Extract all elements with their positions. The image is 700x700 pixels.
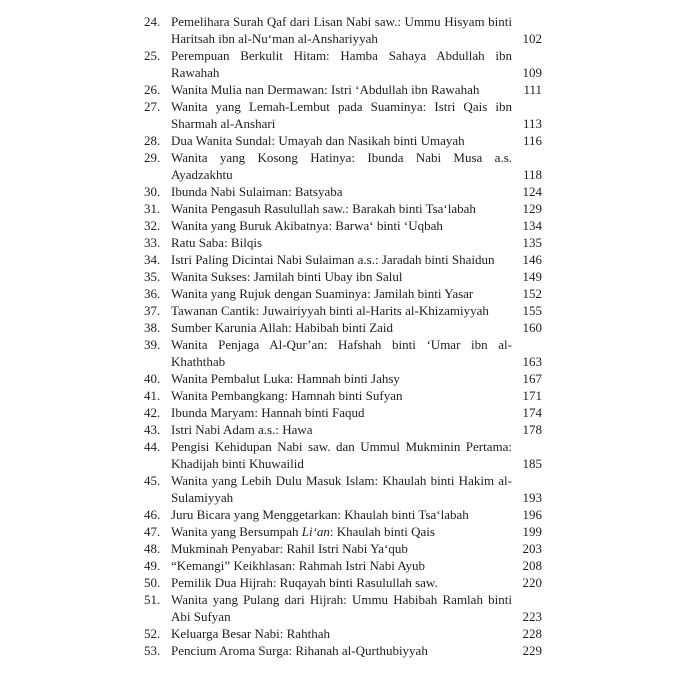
toc-entry-number: 24. [144, 14, 161, 29]
toc-entry [144, 438, 542, 472]
toc-entry-page-number: 146 [522, 252, 542, 267]
toc-entry-number: 29. [144, 150, 161, 165]
toc-entry-title: Pemelihara Surah Qaf dari Lisan Nabi saw.: Ummu Hisyam binti Haritsah ibn al-Nu‘man al-Anshariyyah [171, 14, 512, 46]
toc-entry-title: Ibunda Maryam: Hannah binti Faqud [171, 405, 365, 420]
table-of-contents [144, 13, 542, 659]
toc-entry-title: Sumber Karunia Allah: Habibah binti Zaid [171, 320, 394, 335]
toc-entry-title: Pencium Aroma Surga: Rihanah al-Qurthubiyyah [171, 643, 428, 658]
toc-entry-page-number: 178 [522, 422, 542, 437]
toc-entry-page-number: 124 [522, 184, 542, 199]
toc-entry-page-number: 116 [522, 133, 542, 148]
toc-entry [144, 302, 542, 319]
toc-entry-page-number: 171 [522, 388, 542, 403]
toc-entry [144, 319, 542, 336]
toc-entry-number: 36. [144, 286, 161, 301]
toc-entry-title: Wanita Penjaga Al-Qur’an: Hafshah binti ‘Umar ibn al-Khaththab [171, 337, 512, 369]
toc-entry-page-number: 118 [522, 167, 542, 182]
toc-entry [144, 183, 542, 200]
toc-entry-page-number: 208 [522, 558, 542, 573]
toc-entry [144, 285, 542, 302]
toc-entry-number: 53. [144, 643, 161, 658]
toc-entry-title: Wanita yang Lemah-Lembut pada Suaminya: Istri Qais ibn Sharmah al-Anshari [171, 99, 512, 131]
toc-entry-page-number: 167 [522, 371, 542, 386]
toc-entry-title: Wanita Pembalut Luka: Hamnah binti Jahsy [171, 371, 400, 386]
toc-entry-title: Keluarga Besar Nabi: Rahthah [171, 626, 330, 641]
toc-entry-title: Wanita Pembangkang: Hamnah binti Sufyan [171, 388, 403, 403]
toc-entry-title: “Kemangi” Keikhlasan: Rahmah Istri Nabi Ayub [171, 558, 426, 573]
toc-entry-number: 37. [144, 303, 161, 318]
toc-entry-page-number: 199 [522, 524, 542, 539]
toc-entry [144, 387, 542, 404]
toc-entry-page-number: 203 [522, 541, 542, 556]
toc-entry-title: Pemilik Dua Hijrah: Ruqayah binti Rasulullah saw. [171, 575, 438, 590]
toc-entry-page-number: 152 [522, 286, 542, 301]
toc-entry-page-number: 228 [522, 626, 542, 641]
toc-entry-number: 25. [144, 48, 161, 63]
toc-entry-number: 39. [144, 337, 161, 352]
toc-entry-title: Juru Bicara yang Menggetarkan: Khaulah binti Tsa‘labah [171, 507, 469, 522]
toc-entry-title: Wanita Pengasuh Rasulullah saw.: Barakah binti Tsa‘labah [171, 201, 476, 216]
toc-entry-title: Mukminah Penyabar: Rahil Istri Nabi Ya‘qub [171, 541, 408, 556]
toc-entry [144, 591, 542, 625]
toc-entry-number: 47. [144, 524, 161, 539]
toc-entry-page-number: 223 [522, 609, 542, 624]
toc-entry [144, 642, 542, 659]
toc-entry-page-number: 129 [522, 201, 542, 216]
toc-entry-number: 40. [144, 371, 161, 386]
toc-entry [144, 370, 542, 387]
toc-entry-title: Wanita yang Buruk Akibatnya: Barwa‘ binti ‘Uqbah [171, 218, 443, 233]
toc-entry-number: 41. [144, 388, 161, 403]
toc-entry-title: Wanita yang Rujuk dengan Suaminya: Jamilah binti Yasar [171, 286, 474, 301]
toc-entry-number: 45. [144, 473, 161, 488]
toc-entry-page-number: 185 [522, 456, 542, 471]
toc-entry [144, 132, 542, 149]
toc-entry-title: Pengisi Kehidupan Nabi saw. dan Ummul Mukminin Pertama: Khadijah binti Khuwailid [171, 439, 512, 471]
toc-entry-number: 33. [144, 235, 161, 250]
toc-entry-number: 34. [144, 252, 161, 267]
toc-entry-number: 42. [144, 405, 161, 420]
toc-entry [144, 200, 542, 217]
toc-entry-number: 46. [144, 507, 161, 522]
toc-entry-title: Istri Nabi Adam a.s.: Hawa [171, 422, 313, 437]
toc-entry [144, 234, 542, 251]
toc-entry-number: 50. [144, 575, 161, 590]
toc-entry [144, 13, 542, 47]
toc-entry [144, 557, 542, 574]
toc-entry-page-number: 160 [522, 320, 542, 335]
toc-entry-number: 38. [144, 320, 161, 335]
toc-entry-page-number: 196 [522, 507, 542, 522]
toc-entry-number: 30. [144, 184, 161, 199]
toc-entry-page-number: 220 [522, 575, 542, 590]
toc-entry-number: 43. [144, 422, 161, 437]
toc-entry [144, 81, 542, 98]
toc-entry-page-number: 155 [522, 303, 542, 318]
toc-entry-number: 26. [144, 82, 161, 97]
toc-entry-title: Ratu Saba: Bilqis [171, 235, 262, 250]
toc-entry-page-number: 102 [522, 31, 542, 46]
toc-entry-title: Perempuan Berkulit Hitam: Hamba Sahaya Abdullah ibn Rawahah [171, 48, 512, 80]
toc-entry [144, 251, 542, 268]
toc-entry-title: Wanita yang Bersumpah Li‘an: Khaulah binti Qais [171, 524, 435, 539]
toc-entry-title: Wanita yang Kosong Hatinya: Ibunda Nabi Musa a.s. Ayadzakhtu [171, 150, 512, 182]
toc-entry-number: 35. [144, 269, 161, 284]
toc-entry-page-number: 135 [522, 235, 542, 250]
toc-entry-title: Ibunda Nabi Sulaiman: Batsyaba [171, 184, 343, 199]
toc-entry [144, 336, 542, 370]
toc-entry [144, 98, 542, 132]
toc-entry-number: 51. [144, 592, 161, 607]
toc-entry-title: Tawanan Cantik: Juwairiyyah binti al-Harits al-Khizamiyyah [171, 303, 489, 318]
toc-entry [144, 506, 542, 523]
toc-entry [144, 421, 542, 438]
toc-entry [144, 540, 542, 557]
toc-entry-page-number: 163 [522, 354, 542, 369]
toc-entry [144, 472, 542, 506]
toc-entry-number: 31. [144, 201, 161, 216]
toc-entry [144, 268, 542, 285]
toc-entry-number: 44. [144, 439, 161, 454]
toc-entry [144, 404, 542, 421]
toc-entry-number: 52. [144, 626, 161, 641]
toc-entry [144, 625, 542, 642]
toc-entry [144, 149, 542, 183]
toc-entry [144, 217, 542, 234]
toc-entry-number: 48. [144, 541, 161, 556]
toc-entry-page-number: 229 [522, 643, 542, 658]
toc-entry-page-number: 113 [522, 116, 542, 131]
toc-entry-title: Wanita Sukses: Jamilah binti Ubay ibn Salul [171, 269, 403, 284]
toc-entry-number: 49. [144, 558, 161, 573]
toc-entry-number: 28. [144, 133, 161, 148]
toc-entry-number: 27. [144, 99, 161, 114]
toc-entry-title: Wanita yang Lebih Dulu Masuk Islam: Khaulah binti Hakim al-Sulamiyyah [171, 473, 512, 505]
toc-entry-title: Wanita Mulia nan Dermawan: Istri ‘Abdullah ibn Rawahah [171, 82, 480, 97]
toc-entry [144, 574, 542, 591]
toc-entry-title: Wanita yang Pulang dari Hijrah: Ummu Habibah Ramlah binti Abi Sufyan [171, 592, 512, 624]
toc-entry-page-number: 174 [522, 405, 542, 420]
toc-entry-title: Dua Wanita Sundal: Umayah dan Nasikah binti Umayah [171, 133, 465, 148]
toc-entry-page-number: 134 [522, 218, 542, 233]
toc-entry-page-number: 193 [522, 490, 542, 505]
toc-entry [144, 47, 542, 81]
toc-entry-title: Istri Paling Dicintai Nabi Sulaiman a.s.: Jaradah binti Shaidun [171, 252, 495, 267]
toc-entry-page-number: 109 [522, 65, 542, 80]
toc-entry-page-number: 111 [523, 82, 542, 97]
toc-entry [144, 523, 542, 540]
toc-entry-page-number: 149 [522, 269, 542, 284]
toc-entry-number: 32. [144, 218, 161, 233]
